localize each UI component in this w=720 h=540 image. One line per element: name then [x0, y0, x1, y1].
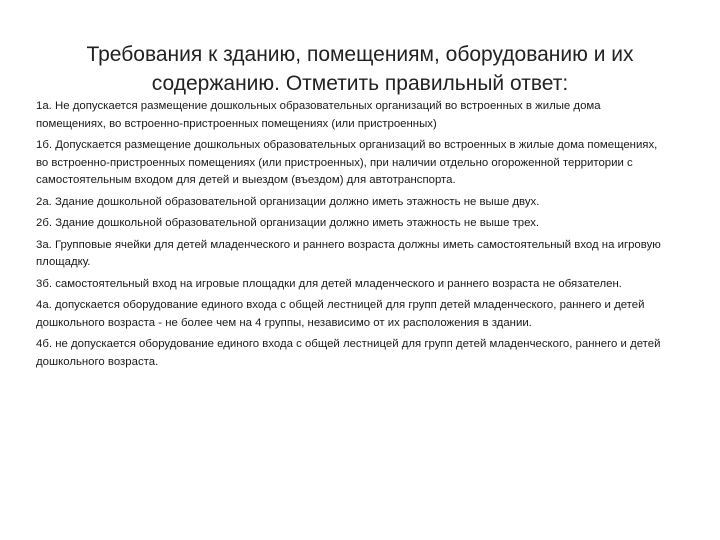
answer-option-1a: 1а. Не допускается размещение дошкольных образовательных организаций во встроенных в жилые дома помещениях, во встроенно-пристроенных помещениях (или пристроенных)	[36, 100, 601, 130]
answer-option-3b: 3б. самостоятельный вход на игровые площадки для детей младенческого и раннего возраста не обязателен.	[36, 277, 622, 290]
answer-option-2a: 2а. Здание дошкольной образовательной организации должно иметь этажность не выше двух.	[36, 195, 540, 208]
answer-option-2b: 2б. Здание дошкольной образовательной организации должно иметь этажность не выше трех.	[36, 217, 540, 229]
slide-title: Требования к зданию, помещениям, оборудованию и их содержанию. Отметить правильный ответ:	[86, 43, 634, 95]
answer-option-3a: 3а. Групповые ячейки для детей младенческого и раннего возраста должны иметь самостоятельный вход на игровую площадку.	[36, 238, 661, 268]
answer-option-4a: 4а. допускается оборудование единого входа с общей лестницей для групп детей младенческого, раннего и детей дошкольного возраста - не более чем на 4 группы, независимо от их расположения в здании.	[36, 299, 645, 329]
answer-option-4b: 4б. не допускается оборудование единого входа с общей лестницей для групп детей младенческого, раннего и детей дошкольного возраста.	[36, 338, 661, 368]
answer-option-1b: 1б. Допускается размещение дошкольных образовательных организаций во встроенных в жилые дома помещениях, во встроенно-пристроенных помещениях (или пристроенных), при наличии отдельно огороженной территории с самостоятельным входом для детей и выездом (въездом) для автотранспорта.	[36, 139, 658, 186]
answer-options-list	[36, 98, 672, 375]
